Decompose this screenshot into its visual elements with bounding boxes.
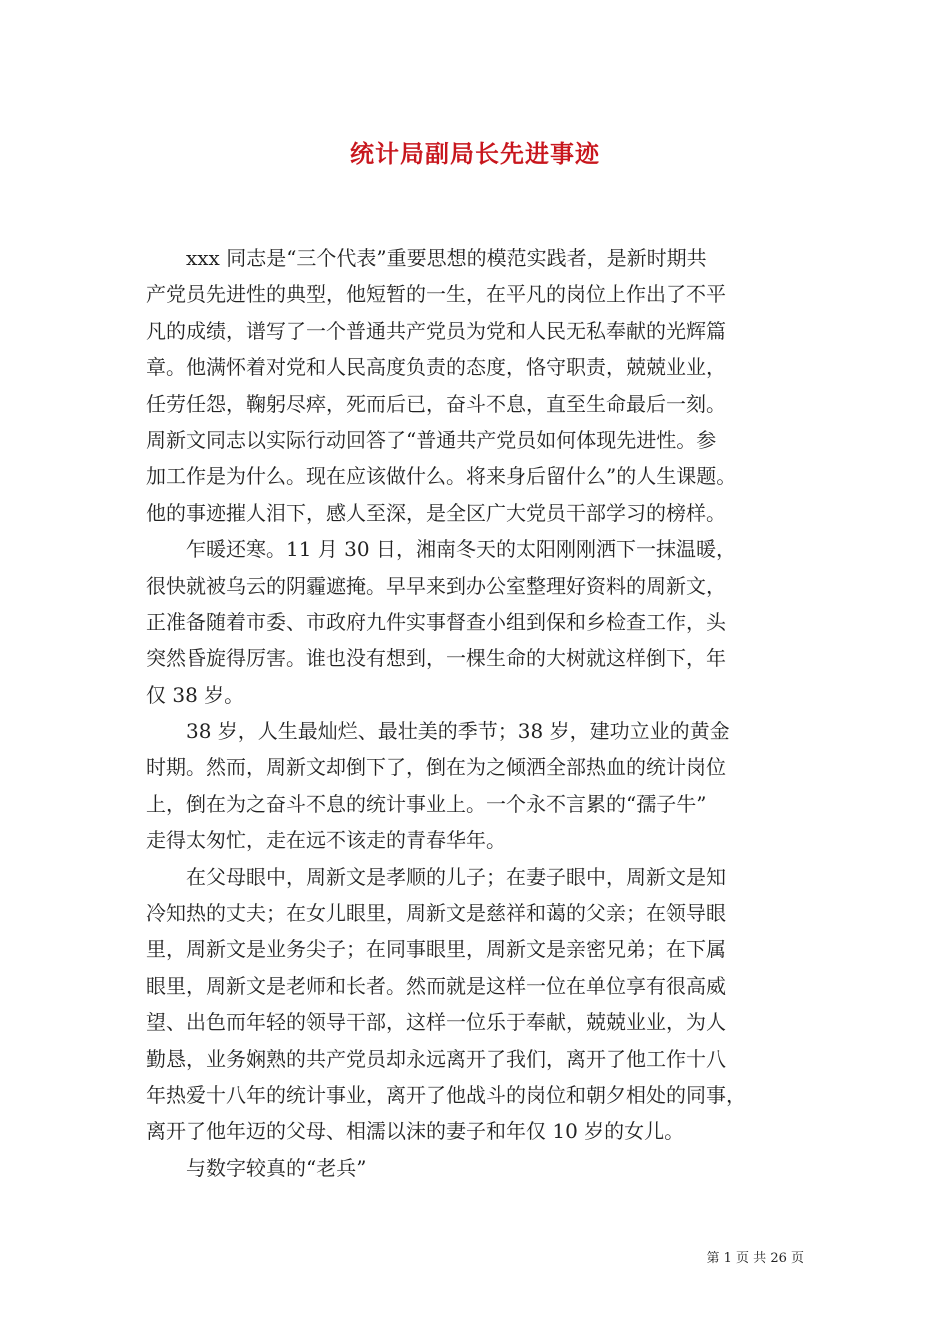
text-line: 加工作是为什么。现在应该做什么。将来身后留什么”的人生课题。 (146, 464, 737, 489)
text-line: 仅 38 岁。 (146, 682, 245, 707)
text-line: 与数字较真的“老兵” (186, 1155, 367, 1180)
text-line: 章。他满怀着对党和人民高度负责的态度，恪守职责，兢兢业业， (146, 355, 726, 380)
text-line: 突然昏旋得厉害。谁也没有想到，一棵生命的大树就这样倒下，年 (146, 646, 726, 671)
text-line: 上，倒在为之奋斗不息的统计事业上。一个永不言累的“孺子牛” (146, 791, 707, 816)
text-line: 很快就被乌云的阴霾遮掩。早早来到办公室整理好资料的周新文， (146, 573, 726, 598)
text-line: 周新文同志以实际行动回答了“普通共产党员如何体现先进性。参 (146, 427, 717, 452)
text-line: xxx 同志是“三个代表”重要思想的模范实践者，是新时期共 (186, 246, 707, 270)
text-line: 凡的成绩，谱写了一个普通共产党员为党和人民无私奉献的光辉篇 (146, 318, 726, 343)
text-line: 年热爱十八年的统计事业，离开了他战斗的岗位和朝夕相处的同事， (146, 1082, 746, 1107)
text-line: 离开了他年迈的父母、相濡以沫的妻子和年仅 10 岁的女儿。 (146, 1119, 685, 1144)
text-line: 勤恳，业务娴熟的共产党员却永远离开了我们，离开了他工作十八 (146, 1046, 726, 1071)
document-title: 统计局副局长先进事迹 (350, 140, 600, 168)
text-line: 产党员先进性的典型，他短暂的一生，在平凡的岗位上作出了不平 (146, 282, 726, 307)
text-line: 望、出色而年轻的领导干部，这样一位乐于奉献，兢兢业业，为人 (146, 1010, 726, 1035)
document-body (146, 240, 818, 1186)
text-line: 他的事迹摧人泪下，感人至深，是全区广大党员干部学习的榜样。 (146, 500, 726, 525)
text-line: 里，周新文是业务尖子；在同事眼里，周新文是亲密兄弟；在下属 (146, 937, 726, 962)
text-line: 在父母眼中，周新文是孝顺的儿子；在妻子眼中，周新文是知 (186, 864, 726, 889)
text-line: 任劳任怨，鞠躬尽瘁，死而后已，奋斗不息，直至生命最后一刻。 (146, 391, 726, 416)
text-line: 38 岁，人生最灿烂、最壮美的季节；38 岁，建功立业的黄金 (186, 719, 730, 744)
text-line: 走得太匆忙，走在远不该走的青春华年。 (146, 828, 506, 853)
text-line: 时期。然而，周新文却倒下了，倒在为之倾洒全部热血的统计岗位 (146, 755, 726, 780)
text-line: 乍暖还寒。11 月 30 日，湘南冬天的太阳刚刚洒下一抹温暖， (186, 537, 736, 562)
text-line: 冷知热的丈夫；在女儿眼里，周新文是慈祥和蔼的父亲；在领导眼 (146, 901, 726, 926)
page-footer: 第 1 页 共 26 页 (706, 1251, 804, 1266)
text-line: 正准备随着市委、市政府九件实事督查小组到保和乡检查工作，头 (146, 609, 726, 634)
text-line: 眼里，周新文是老师和长者。然而就是这样一位在单位享有很高威 (146, 973, 726, 998)
